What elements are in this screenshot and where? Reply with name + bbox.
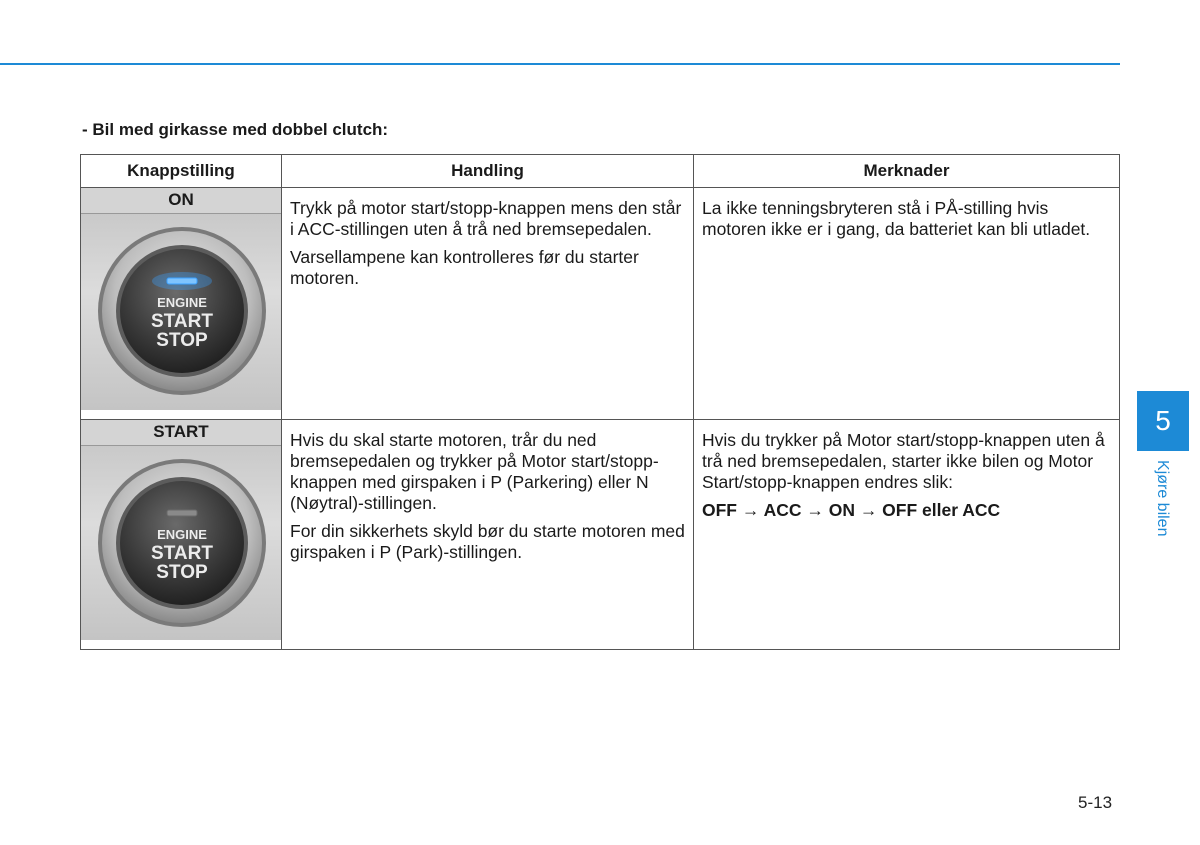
header-knappstilling: Knappstilling (81, 155, 282, 188)
action-cell-on (282, 188, 694, 420)
notes-on-text-1: La ikke tenningsbryteren stå i PÅ-stilling hvis motoren ikke er i gang, da batteriet kan bli utladet. (702, 198, 1091, 239)
state-cell-start (81, 420, 282, 650)
chapter-number-tab: 5 (1137, 391, 1189, 451)
top-rule (0, 63, 1120, 65)
state-cell-on (81, 188, 282, 420)
table-header-row (81, 155, 1120, 188)
action-start-text-2: For din sikkerhets skyld bør du starte motoren med girspaken i P (Park)-stillingen. (290, 521, 685, 562)
action-on-text-2: Varsellampene kan kontrolleres før du starter motoren. (290, 247, 639, 288)
table-row-on (81, 188, 1120, 420)
notes-cell-start (694, 420, 1120, 650)
notes-start-text-1: Hvis du trykker på Motor start/stopp-knappen uten å trå ned bremsepedalen, starter ikke bilen og Motor Start/stopp-knappen endres slik: (702, 430, 1105, 492)
button-text-start: START (151, 311, 213, 332)
table-row-start (81, 420, 1120, 650)
chapter-label: Kjøre bilen (1154, 460, 1171, 537)
button-position-table (80, 154, 1120, 650)
state-label-on: ON (81, 188, 281, 214)
action-cell-start (282, 420, 694, 650)
button-text-engine: ENGINE (157, 295, 207, 310)
button-text-engine: ENGINE (157, 527, 207, 542)
section-heading: - Bil med girkasse med dobbel clutch: (82, 120, 389, 139)
button-text-stop: STOP (156, 330, 208, 351)
engine-start-stop-button-start-image (81, 446, 281, 640)
button-text-start: START (151, 543, 213, 564)
notes-cell-on (694, 188, 1120, 420)
action-start-text-1: Hvis du skal starte motoren, trår du ned bremsepedalen og trykker på Motor start/stopp-knappen med girspaken i P (Parkering) eller N (Nøytral)-stillingen. (290, 430, 659, 513)
page-number: 5-13 (1078, 793, 1113, 812)
header-handling: Handling (282, 155, 694, 188)
engine-start-stop-button-on-image (81, 214, 281, 410)
button-text-stop: STOP (156, 562, 208, 583)
header-merknader: Merknader (694, 155, 1120, 188)
indicator-light-off-icon (167, 510, 197, 516)
state-label-start: START (81, 420, 281, 446)
notes-start-sequence: OFF → ACC → ON → OFF eller ACC (702, 500, 1001, 520)
indicator-light-on-icon (167, 278, 197, 284)
action-on-text-1: Trykk på motor start/stopp-knappen mens den står i ACC-stillingen uten å trå ned bremsepedalen. (290, 198, 682, 239)
